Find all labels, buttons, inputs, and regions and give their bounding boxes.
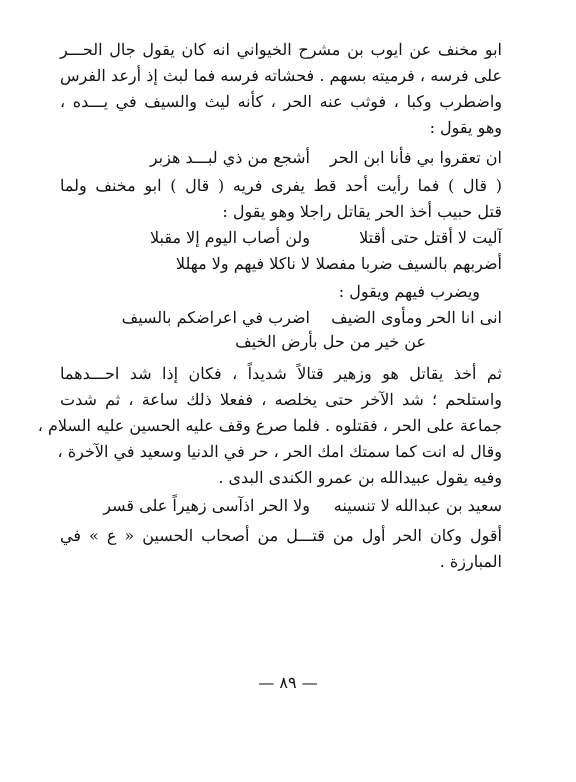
verse-hemistich-right: آليت لا أقتل حتى أقتلا: [359, 228, 502, 247]
paragraph-line: ثم أخذ يقاتل هو وزهير قتالاً شديداً ، فكان إذا شد احـــدهما: [60, 364, 502, 383]
verse-hemistich-right: ان تعقروا بي فأنا ابن الحر: [329, 148, 502, 167]
paragraph-line: على فرسه ، فرميته بسهم . فحشاته فرسه فما لبث إذ أرعد الفرس: [60, 66, 502, 85]
paragraph-line: ( قال ) فما رأيت أحد قط يفرى فريه ( قال ) ابو مخنف ولما: [60, 176, 502, 195]
verse-hemistich-left: لا ناكلا فيهم ولا مهللا: [175, 254, 310, 273]
verse-tail: عن خير من حل بأرض الخيف: [235, 332, 426, 351]
paragraph-line: ابو مخنف عن ايوب بن مشرح الخيواني انه كان يقول جال الحـــر: [60, 40, 502, 59]
paragraph-line: وقال له انت كما سمتك امك الحر ، حر في الدنيا وسعيد في الآخرة ،: [57, 442, 502, 461]
paragraph-line: أقول وكان الحر أول من قتـــل من أصحاب الحسين « ع » في: [60, 526, 502, 545]
verse-hemistich-left: اضرب في اعراضكم بالسيف: [121, 308, 310, 327]
verse-hemistich-right: انى انا الحر ومأوى الضيف: [331, 308, 502, 327]
verse-hemistich-right: أضربهم بالسيف ضربا مفصلا: [315, 254, 502, 273]
paragraph-line: واستلحم ؛ شد الآخر حتى يخلصه ، ففعلا ذلك ساعة ، ثم شدت: [60, 390, 502, 409]
verse-hemistich-left: أشجع من ذي لبـــد هزبر: [149, 148, 310, 167]
page-number: — ٨٩ —: [258, 673, 318, 692]
paragraph-line: وهو يقول :: [429, 118, 502, 137]
paragraph-line: جماعة على الحر ، فقتلوه . فلما صرع وقف عليه الحسين عليه السلام ،: [37, 416, 502, 435]
paragraph-line: وفيه يقول عبيدالله بن عمرو الكندى البدى .: [218, 468, 502, 487]
narration-line: ويضرب فيهم ويقول :: [338, 282, 480, 301]
verse-hemistich-left: ولن أصاب اليوم إلا مقبلا: [149, 228, 310, 247]
paragraph-line: واضطرب وكبا ، فوثب عنه الحر ، كأنه ليث والسيف في يـــده ،: [60, 92, 502, 111]
verse-hemistich-left: ولا الحر اذآسى زهيراً على قسر: [103, 496, 310, 515]
paragraph-line: المبارزة .: [439, 552, 502, 571]
verse-hemistich-right: سعيد بن عبدالله لا تنسينه: [333, 496, 502, 515]
paragraph-line: قتل حبيب أخذ الحر يقاتل راجلا وهو يقول :: [222, 202, 502, 221]
